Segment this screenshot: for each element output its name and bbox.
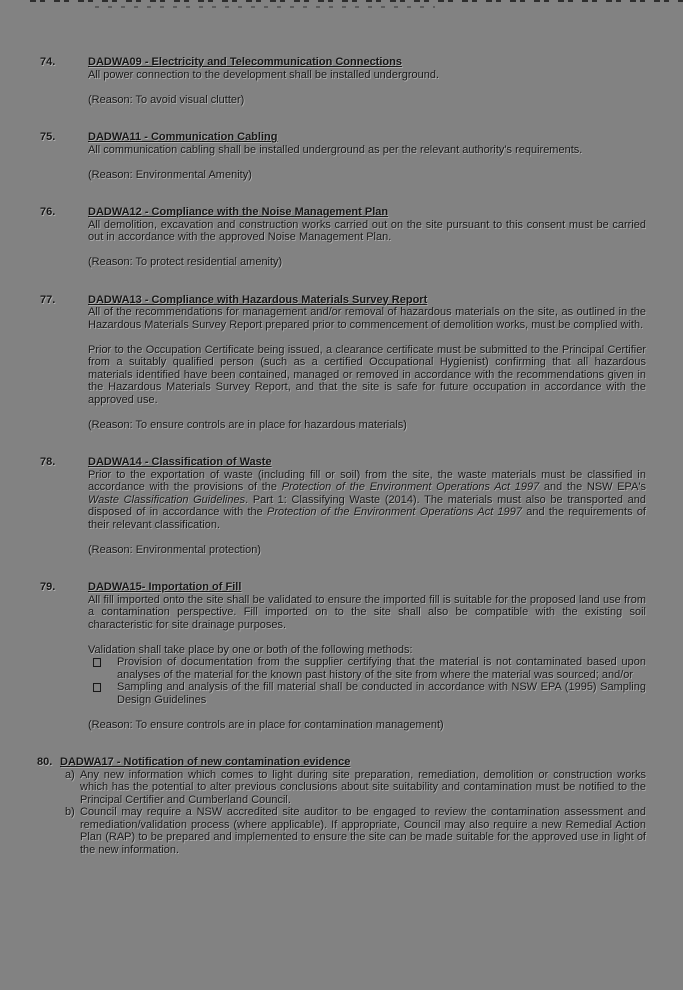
condition-paragraph: Prior to the Occupation Certificate being issued, a clearance certificate must be submitted to the Principal Certifier from a suitably qualified person (such as a certified Occupational Hygienist) confirming that all hazardous materials identified have been contained, managed or removed in accordance with the recommendations given in the Hazardous Materials Survey Report, and that the site is safe for future occupation in accordance with the approved use. [88, 343, 646, 406]
condition-heading: DADWA09 - Electricity and Telecommunication Connections [88, 56, 402, 68]
condition-heading: DADWA15- Importation of Fill [88, 581, 242, 593]
condition-reason: (Reason: To avoid visual clutter) [88, 93, 245, 106]
item-letter: b) [65, 806, 75, 818]
condition-body [88, 581, 646, 731]
condition-item-79 [40, 581, 646, 731]
italic-text-segment: Protection of the Environment Operations Act 1997 [281, 481, 540, 493]
condition-heading: DADWA14 - Classification of Waste [88, 456, 272, 468]
condition-number: 77. [40, 293, 56, 306]
bullet-item [93, 681, 646, 706]
condition-paragraph: All power connection to the development shall be installed underground. [88, 68, 440, 81]
lettered-item-text: Council may require a NSW accredited site auditor to be engaged to review the contamination assessment and remediation/validation process (where applicable). If appropriate, Council may also require a new Remedial Action Plan (RAP) to be prepared and implemented to ensure the site can be made suitable for the approved use in light of the new information. [80, 806, 646, 856]
text-segment: and the requirements of their relevant classification. [88, 506, 646, 531]
bullet-text: Provision of documentation from the supplier certifying that the material is not contaminated based upon analyses of the material for the known past history of the site from where the material was sourced; and/or [117, 656, 646, 681]
square-bullet-icon [93, 683, 101, 692]
lettered-item-a [65, 769, 646, 807]
scan-artifact-top-dashes [95, 6, 435, 8]
condition-number: 74. [40, 56, 56, 68]
condition-paragraph: All demolition, excavation and construction works carried out on the site pursuant to this consent must be carried out in accordance with the approved Noise Management Plan. [88, 218, 646, 243]
condition-heading: DADWA17 - Notification of new contamination evidence [60, 756, 351, 768]
condition-paragraph [88, 469, 646, 532]
bullet-text: Sampling and analysis of the fill material shall be conducted in accordance with NSW EPA (1995) Sampling Design Guidelines [117, 681, 646, 706]
text-segment: Prior to the exportation of waste (including fill or soil) from the site, the waste materials must be classified in accordance with the provisions of the [88, 468, 646, 493]
validation-methods-intro: Validation shall take place by one or both of the following methods: [88, 643, 413, 656]
condition-body [88, 456, 646, 556]
bullet-marker [93, 656, 117, 681]
condition-heading: DADWA12 - Compliance with the Noise Management Plan [88, 206, 389, 218]
scan-artifact-top-edge [30, 0, 683, 2]
condition-number: 76. [40, 206, 56, 218]
condition-paragraph: All fill imported onto the site shall be validated to ensure the imported fill is suitable for the proposed land use from a contamination perspective. Fill imported on to the site shall also be compatible with the existing soil characteristic for site drainage purposes. [88, 593, 646, 631]
text-segment: . Part 1: Classifying Waste (2014). The materials must also be transported and disposed of in accordance with the [88, 493, 646, 518]
condition-number: 79. [40, 581, 56, 593]
condition-reason: (Reason: Environmental Amenity) [88, 168, 252, 181]
condition-paragraph: All of the recommendations for management and/or removal of hazardous materials on the site, as outlined in the Hazardous Materials Survey Report prepared prior to commencement of demolition works, must be complied with. [88, 306, 646, 331]
condition-body [88, 56, 646, 106]
condition-reason: (Reason: To protect residential amenity) [88, 256, 283, 268]
condition-item-76 [40, 206, 646, 269]
condition-number: 75. [40, 131, 56, 143]
condition-number: 80. [37, 756, 53, 768]
condition-body [88, 294, 646, 432]
italic-text-segment: Waste Classification Guidelines [88, 493, 246, 506]
condition-item-75 [40, 131, 646, 181]
condition-heading: DADWA13 - Compliance with Hazardous Materials Survey Report [88, 293, 428, 306]
italic-text-segment: Protection of the Environment Operations Act 1997 [266, 506, 522, 518]
condition-number: 78. [40, 456, 56, 468]
condition-body [60, 756, 646, 856]
condition-item-80 [37, 756, 646, 856]
bullet-item [93, 656, 646, 681]
condition-body [88, 131, 646, 181]
lettered-item-text: Any new information which comes to light during site preparation, remediation, demolition or construction works which has the potential to alter previous conclusions about site suitability and contamination must be notified to the Principal Certifier and Cumberland Council. [80, 768, 646, 806]
condition-reason: (Reason: To ensure controls are in place for hazardous materials) [88, 418, 407, 431]
condition-reason: (Reason: To ensure controls are in place for contamination management) [88, 718, 444, 731]
lettered-item-b [65, 806, 646, 856]
bullet-marker [93, 681, 117, 706]
condition-item-77 [40, 294, 646, 432]
condition-reason: (Reason: Environmental protection) [88, 543, 262, 556]
item-letter: a) [65, 768, 75, 781]
square-bullet-icon [93, 658, 101, 667]
conditions-list [37, 56, 647, 856]
text-segment: and the NSW EPA's [539, 481, 647, 493]
condition-body [88, 206, 646, 269]
condition-item-74 [40, 56, 646, 106]
condition-heading: DADWA11 - Communication Cabling [88, 131, 278, 143]
condition-paragraph: All communication cabling shall be installed underground as per the relevant authority's requirements. [88, 143, 583, 156]
condition-item-78 [40, 456, 646, 556]
